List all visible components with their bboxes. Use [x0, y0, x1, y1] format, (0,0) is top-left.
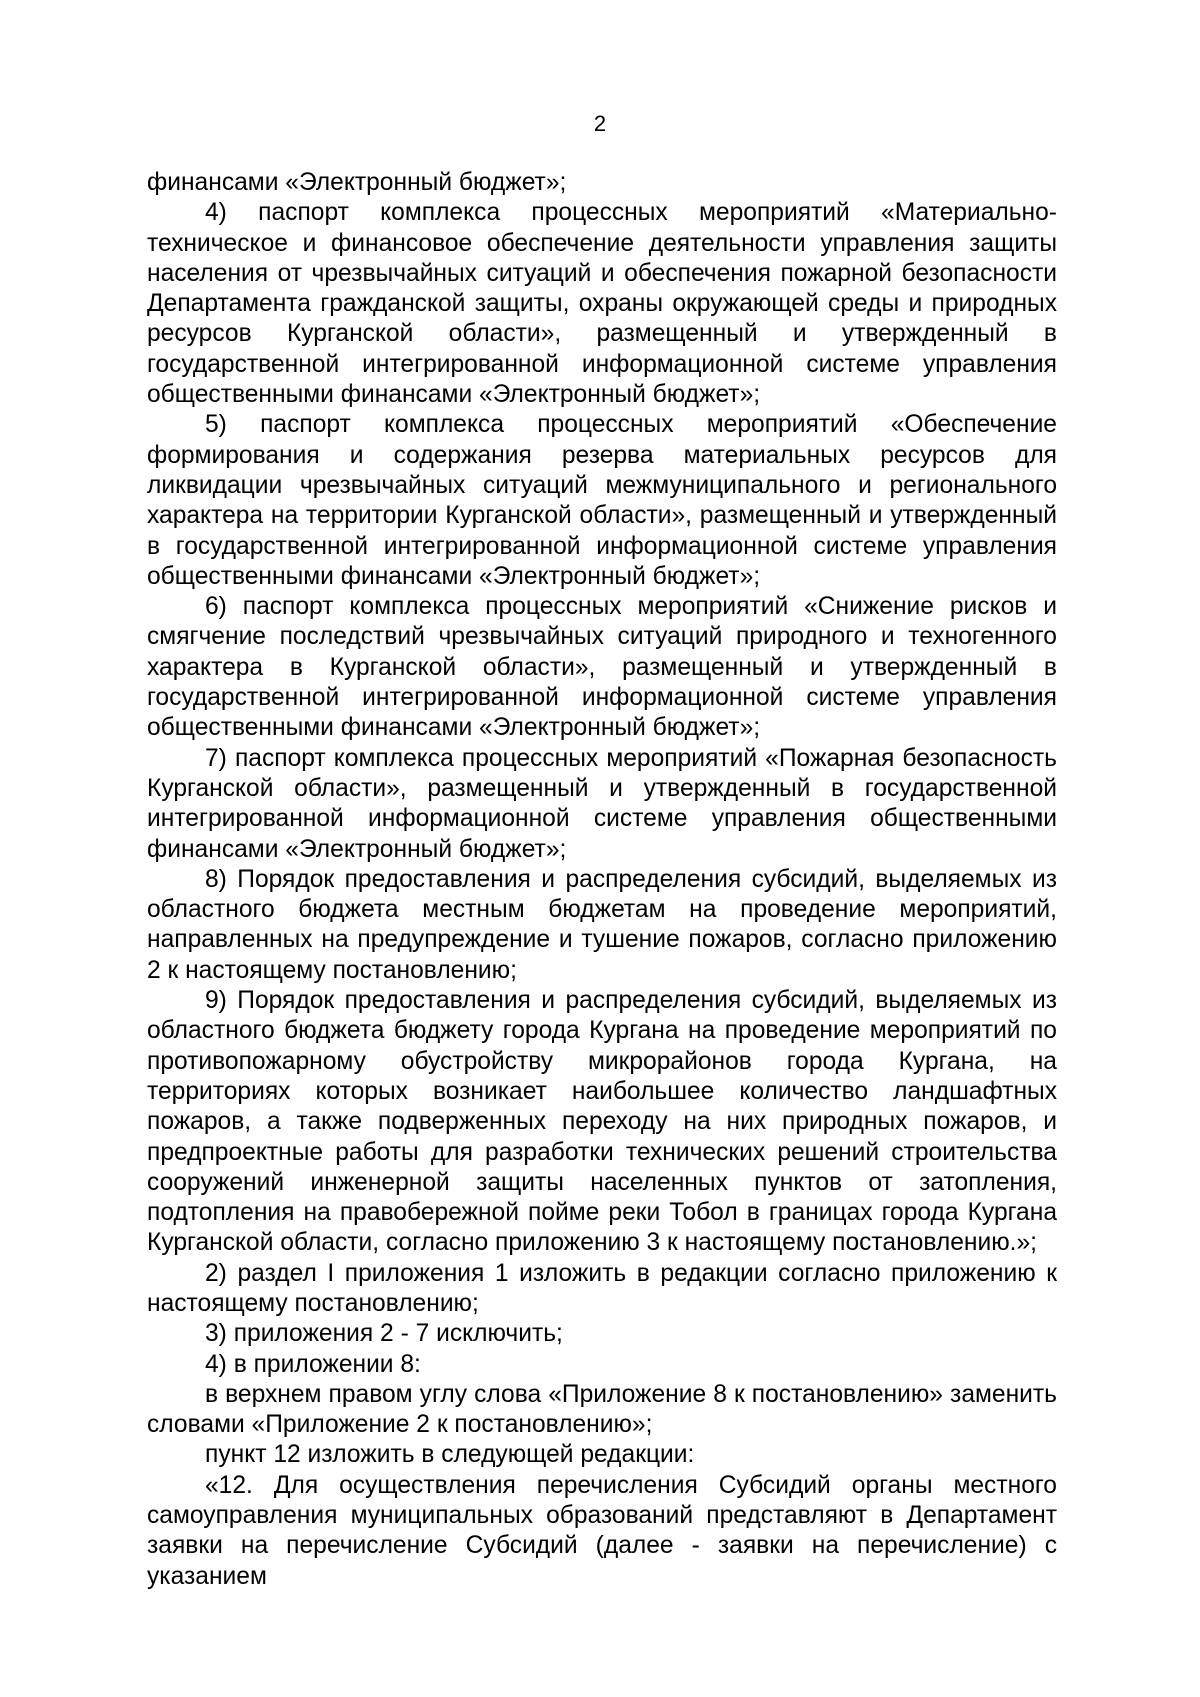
paragraph-item-8: 8) Порядок предоставления и распределения субсидий, выделяемых из областного бюджета местным бюджетам на проведение мероприятий, направленных на предупреждение и тушение пожаров, согласно приложению 2 к настоящему постановлению; — [147, 865, 1057, 984]
paragraph-amendment-4-corner-words: в верхнем правом углу слова «Приложение 8 к постановлению» заменить словами «Приложение 2 к постановлению»; — [147, 1380, 1057, 1439]
page-number: 2 — [593, 111, 607, 136]
paragraph-amendment-4-point-12: пункт 12 изложить в следующей редакции: — [205, 1441, 695, 1469]
paragraph-point-12-text: «12. Для осуществления перечисления Субсидий органы местного самоуправления муниципальных образований представляют в Департамент заявки на перечисление Субсидий (далее - заявки на перечисление) с указанием — [147, 1471, 1057, 1590]
paragraph-amendment-2: 2) раздел I приложения 1 изложить в редакции согласно приложению к настоящему постановлению; — [147, 1259, 1057, 1317]
paragraph-item-9: 9) Порядок предоставления и распределения субсидий, выделяемых из областного бюджета бюджету города Кургана на проведение мероприятий по противопожарному обустройству микрорайонов города Кургана, на территориях которых возникает наибольшее количество ландшафтных пожаров, а также подверженных переходу на них природных пожаров, и предпроектные работы для разработки технических решений строительства сооружений инженерной защиты населенных пунктов от затопления, подтопления на правобережной пойме реки Тобол в границах города Кургана Курганской области, согласно приложению 3 к настоящему постановлению.»; — [147, 987, 1057, 1257]
paragraph-amendment-3: 3) приложения 2 - 7 исключить; — [205, 1320, 563, 1348]
paragraph-item-7: 7) паспорт комплекса процессных мероприятий «Пожарная безопасность Курганской области», размещенный и утвержденный в государственной интегрированной информационной системе управления общественными финансами «Электронный бюджет»; — [147, 744, 1057, 863]
paragraph-continuation: финансами «Электронный бюджет»; — [147, 169, 567, 196]
paragraph-amendment-4: 4) в приложении 8: — [205, 1350, 421, 1378]
document-body — [147, 168, 1057, 1592]
paragraph-item-4: 4) паспорт комплекса процессных мероприятий «Материально-техническое и финансовое обеспечение деятельности управления защиты населения от чрезвычайных ситуаций и обеспечения пожарной безопасности Департамента гражданской защиты, охраны окружающей среды и природных ресурсов Курганской области», размещенный и утвержденный в государственной интегрированной информационной системе управления общественными финансами «Электронный бюджет»; — [147, 199, 1057, 409]
paragraph-item-5: 5) паспорт комплекса процессных мероприятий «Обеспечение формирования и содержания резерва материальных ресурсов для ликвидации чрезвычайных ситуаций межмуниципального и регионального характера на территории Курганской области», размещенный и утвержденный в государственной интегрированной информационной системе управления общественными финансами «Электронный бюджет»; — [147, 411, 1057, 590]
paragraph-item-6: 6) паспорт комплекса процессных мероприятий «Снижение рисков и смягчение последствий чрезвычайных ситуаций природного и техногенного характера в Курганской области», размещенный и утвержденный в государственной интегрированной информационной системе управления общественными финансами «Электронный бюджет»; — [147, 593, 1057, 742]
